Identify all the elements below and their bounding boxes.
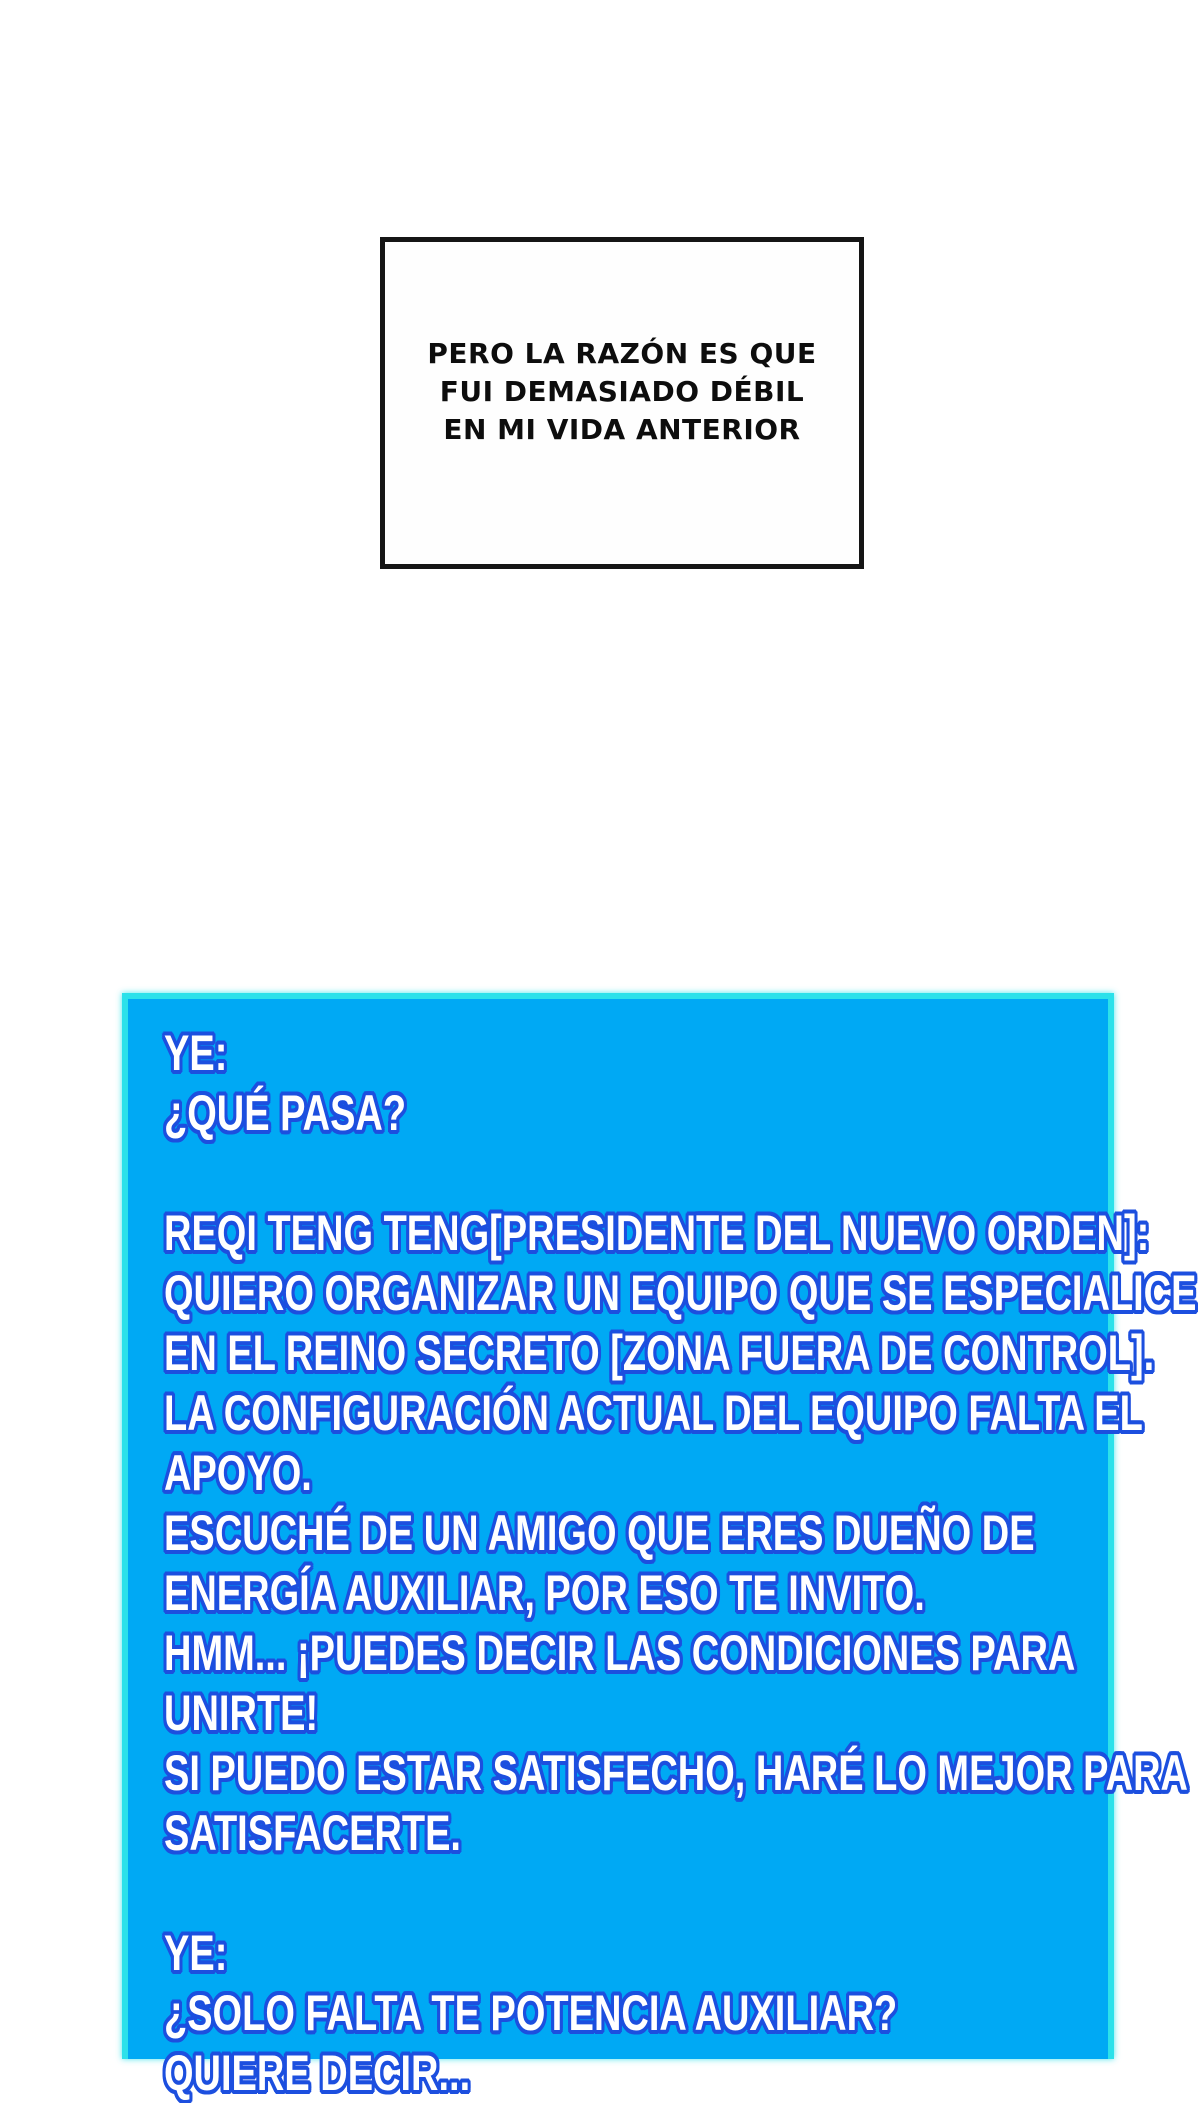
chat-line: SI PUEDO ESTAR SATISFECHO, HARÉ LO MEJOR PARA — [164, 1745, 1188, 1801]
chat-line-speaker: YE: — [164, 1925, 228, 1981]
chat-line: QUIERO ORGANIZAR UN EQUIPO QUE SE ESPECIALICE — [164, 1265, 1197, 1321]
chat-line-speaker: YE: — [164, 1025, 228, 1081]
speech-line: EN MI VIDA ANTERIOR — [443, 413, 801, 446]
chat-line: ENERGÍA AUXILIAR, POR ESO TE INVITO. — [164, 1565, 925, 1621]
chat-line-blank — [164, 1863, 1122, 1923]
chat-line: ESCUCHÉ DE UN AMIGO QUE ERES DUEÑO DE — [164, 1505, 1035, 1561]
chat-line-speaker: REQI TENG TENG[PRESIDENTE DEL NUEVO ORDEN]: — [164, 1205, 1150, 1261]
chat-line: APOYO. — [164, 1445, 312, 1501]
chat-line: UNIRTE! — [164, 1685, 319, 1741]
chat-line: SATISFACERTE. — [164, 1805, 461, 1861]
chat-line: ¿QUÉ PASA? — [164, 1085, 407, 1141]
chat-line: QUIERE DECIR... — [164, 2045, 471, 2101]
chat-line: ¿SOLO FALTA TE POTENCIA AUXILIAR? — [164, 1985, 898, 2041]
chat-line: EN EL REINO SECRETO [ZONA FUERA DE CONTROL]. — [164, 1325, 1155, 1381]
chat-line-blank — [164, 1143, 1122, 1203]
chat-message-panel — [122, 993, 1197, 2101]
speech-bubble-panel — [380, 237, 864, 569]
speech-line: PERO LA RAZÓN ES QUE — [427, 337, 817, 370]
speech-line: FUI DEMASIADO DÉBIL — [439, 375, 805, 408]
speech-bubble-text — [385, 335, 859, 449]
chat-line: HMM... ¡PUEDES DECIR LAS CONDICIONES PARA — [164, 1625, 1076, 1681]
chat-line: LA CONFIGURACIÓN ACTUAL DEL EQUIPO FALTA EL — [164, 1385, 1143, 1441]
chat-message-text — [164, 1023, 1197, 2103]
